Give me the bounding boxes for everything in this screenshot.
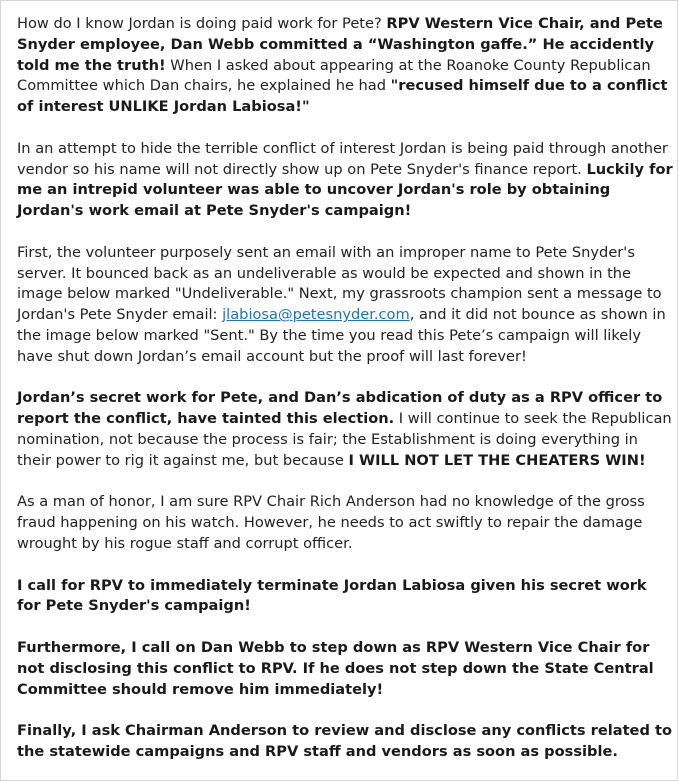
paragraph-5 <box>17 492 673 554</box>
text-run-bold: I call for RPV to immediately terminate Jordan Labiosa given his secret work for Pete Snyder's campaign! <box>17 576 647 615</box>
paragraph-4 <box>17 388 673 471</box>
text-run-bold: Jordan’s secret work for Pete, and Dan’s abdication of duty as a RPV officer to report the conflict, have tainted this election. <box>17 389 663 428</box>
text-run-bold: Finally, I ask Chairman Anderson to review and disclose any conflicts related to the statewide campaigns and RPV staff and vendors as soon as possible. <box>17 722 672 760</box>
text-run-bold: RPV Western Vice Chair, and Pete Snyder employee, Dan Webb committed a “Washington gaffe.” He accidently told me the truth! <box>17 15 663 74</box>
document-body <box>17 14 673 763</box>
paragraph-3 <box>17 243 673 368</box>
text-run-bold: "recused himself due to a conflict of interest UNLIKE Jordan Labiosa!" <box>17 77 668 116</box>
text-run-bold: Furthermore, I call on Dan Webb to step down as RPV Western Vice Chair for not disclosing this conflict to RPV. If he does not step down the State Central Committee should remove him immediately! <box>17 638 654 698</box>
paragraph-6 <box>17 576 673 618</box>
text-run: In an attempt to hide the terrible conflict of interest Jordan is being paid through another vendor so his name will not directly show up on Pete Snyder's finance report. <box>17 139 668 178</box>
text-run-bold: Luckily for me an intrepid volunteer was able to uncover Jordan's role by obtaining Jordan's work email at Pete Snyder's campaign! <box>17 160 673 220</box>
paragraph-1 <box>17 14 673 118</box>
text-run: , and it did not bounce as shown in the image below marked "Sent." By the time you read this Pete’s campaign will likely have shut down Jordan’s email account but the proof will last forever! <box>17 306 666 365</box>
text-run: First, the volunteer purposely sent an email with an improper name to Pete Snyder's server. It bounced back as an undeliverable as would be expected and shown in the image below marked "Undeliverable." Next, my grassroots champion sent a message to Jordan's Pete Snyder email: <box>17 243 662 324</box>
email-link[interactable]: jlabiosa@petesnyder.com <box>222 306 410 324</box>
text-run: How do I know Jordan is doing paid work for Pete? <box>17 15 387 32</box>
text-run: When I asked about appearing at the Roanoke County Republican Committee which Dan chairs, he explained he had <box>17 56 651 95</box>
text-run: As a man of honor, I am sure RPV Chair Rich Anderson had no knowledge of the gross fraud happening on his watch. However, he needs to act swiftly to repair the damage wrought by his rogue staff and corrupt officer. <box>17 493 645 552</box>
text-run: I will continue to seek the Republican nomination, not because the process is fair; the Establishment is doing everything in their power to rig it against me, but because <box>17 410 672 469</box>
text-run-bold: I WILL NOT LET THE CHEATERS WIN! <box>348 451 646 469</box>
paragraph-7 <box>17 638 673 700</box>
paragraph-8 <box>17 721 673 763</box>
paragraph-2 <box>17 139 673 222</box>
